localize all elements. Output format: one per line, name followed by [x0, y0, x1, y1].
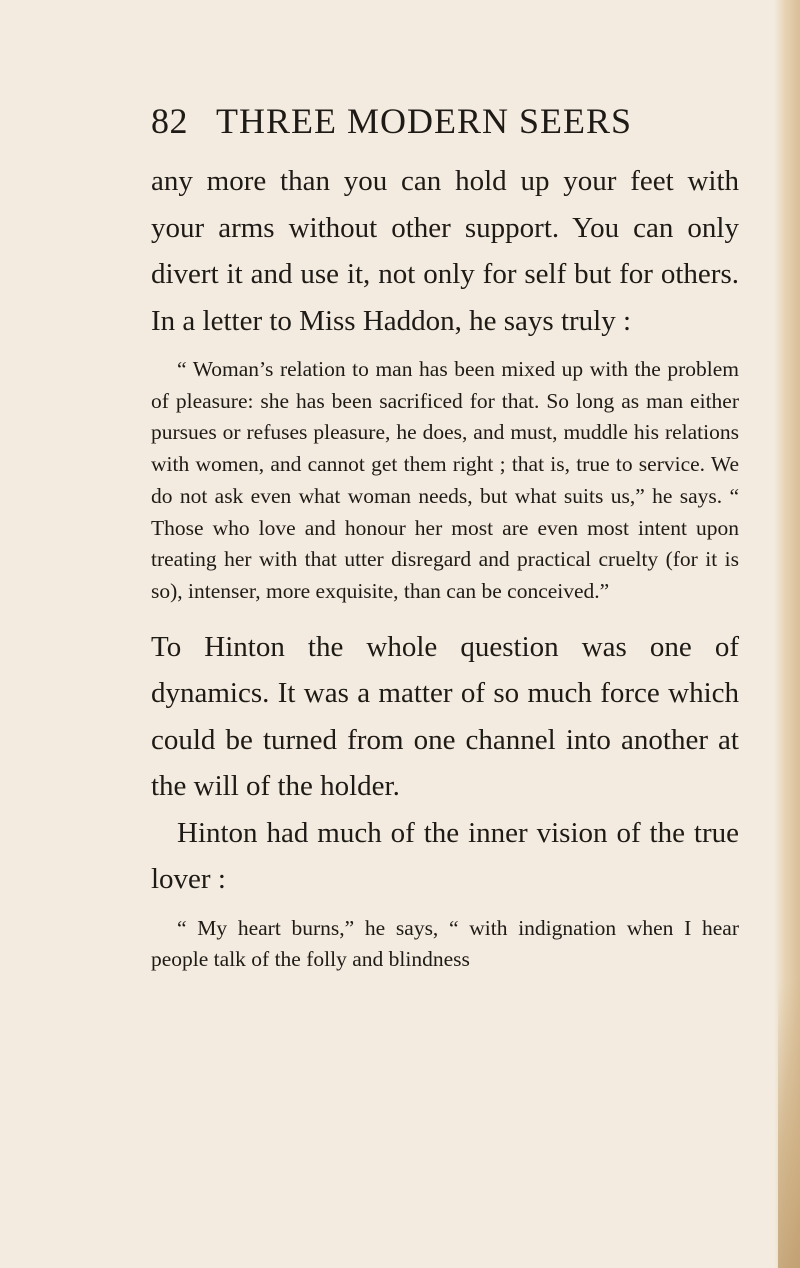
running-head: [151, 100, 739, 150]
paragraph-inner-vision: Hinton had much of the inner vision of the true lover :: [151, 816, 739, 896]
page-edge-stain: [778, 980, 800, 1268]
paragraph-continuation: any more than you can hold up your feet with your arms without other support. You can only divert it and use it, not only for self but for others. In a letter to Miss Haddon, he says truly :: [151, 165, 739, 337]
block-quote-heart-burns: “ My heart burns,” he says, “ with indignation when I hear people talk of the folly and blindness: [151, 915, 739, 972]
paragraph-dynamics: To Hinton the whole question was one of dynamics. It was a matter of so much force which could be turned from one channel into another at the will of the holder.: [151, 630, 739, 803]
page-content: [151, 100, 739, 976]
page-number: 82: [151, 101, 188, 141]
block-quote-woman-relation: “ Woman’s relation to man has been mixed up with the problem of pleasure: she has been sacrificed for that. So long as man either pursues or refuses pleasure, he does, and must, muddle his relations with women, and cannot get them right ; that is, true to service. We do not ask even what woman needs, but what suits us,” he says. “ Those who love and honour her most are even most intent upon treating her with that utter disregard and practical cruelty (for it is so), intenser, more exquisite, than can be conceived.”: [151, 357, 739, 603]
book-title: THREE MODERN SEERS: [216, 101, 633, 141]
